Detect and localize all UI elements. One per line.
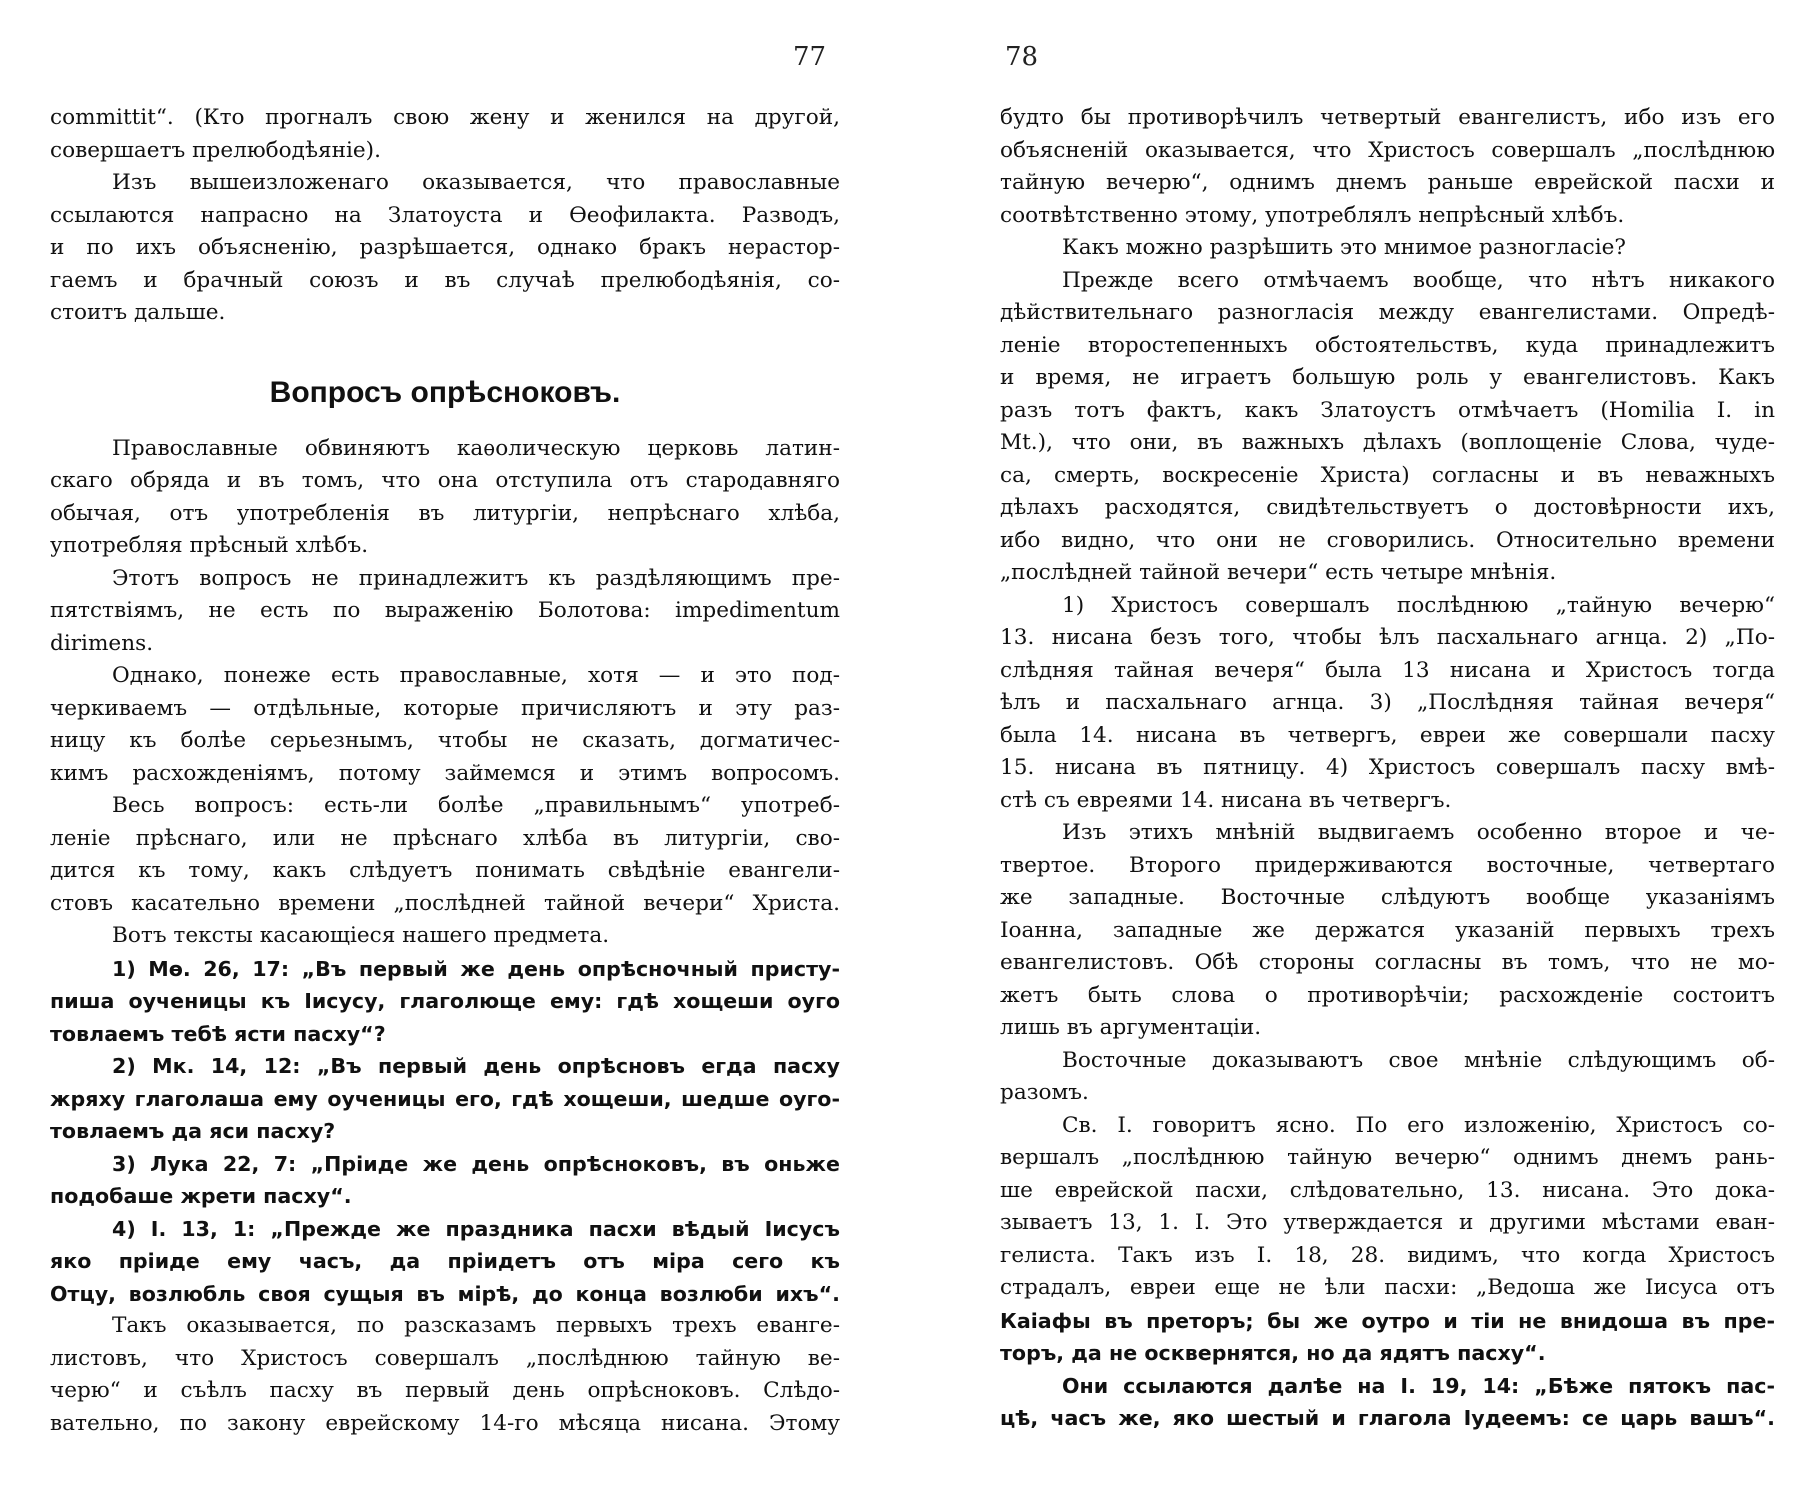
text-line: леніе второстепенныхъ обстоятельствъ, куда принадлежитъ (1000, 332, 1775, 358)
text-line: гаемъ и брачный союзъ и въ случаѣ прелюбодѣянія, со- (50, 267, 840, 293)
text-line: Вотъ тексты касающіеся нашего предмета. (112, 923, 610, 948)
text-line: ѣлъ и пасхальнаго агнца. 3) „Послѣдняя тайная вечеря“ (1000, 690, 1775, 715)
scripture-line: 4) І. 13, 1: „Прежде же праздника пасхи вѣдый Іисусъ (112, 1216, 840, 1241)
text-line: committit“. (Кто прогналъ свою жену и женился на другой, (50, 105, 840, 130)
scripture-line: торъ, да не осквернятся, но да ядятъ пасху“. (1000, 1341, 1546, 1365)
text-line: леніе прѣснаго, или не прѣснаго хлѣба въ литургіи, сво- (50, 825, 840, 851)
text-line: тайную вечерю“, однимъ днемъ раньше еврейской пасхи и (1000, 170, 1775, 195)
scripture-line: Отцу, возлюбль своя сущыя въ мірѣ, до конца возлюби ихъ“. (50, 1281, 840, 1306)
text-line: и время, не играетъ большую роль у евангелистовъ. Какъ (1000, 365, 1775, 390)
scripture-line: подобаше жрети пасху“. (50, 1184, 352, 1208)
text-line: dirimens. (50, 630, 154, 656)
text-line: 1) Христосъ совершалъ послѣднюю „тайную вечерю“ (1062, 592, 1775, 618)
text-line: страдалъ, евреи еще не ѣли пасхи: „Ведоша же Іисуса отъ (1000, 1275, 1775, 1300)
text-line: гелиста. Такъ изъ І. 18, 28. видимъ, что когда Христосъ (1000, 1242, 1775, 1268)
scripture-line: 2) Мк. 14, 12: „Въ первый день опрѣсновъ егда пасху (112, 1054, 840, 1078)
text-line: дится къ тому, какъ слѣдуетъ понимать свѣдѣніе евангели- (50, 858, 840, 883)
text-line: Изъ вышеизложенаго оказывается, что православные (112, 170, 840, 195)
right-page (1000, 0, 1775, 1500)
text-line: дѣлахъ расходятся, свидѣтельствуетъ о достовѣрности ихъ, (1000, 495, 1775, 520)
text-line: Какъ можно разрѣшить это мнимое разногласіе? (1062, 235, 1627, 260)
text-line: „послѣдней тайной вечери“ есть четыре мнѣнія. (1000, 560, 1557, 585)
scripture-line: товлаемъ да яси пасху? (50, 1119, 336, 1143)
text-line: Св. І. говоритъ ясно. По его изложенію, Христосъ со- (1062, 1112, 1775, 1138)
text-line: ибо видно, что они не сговорились. Относительно времени (1000, 527, 1775, 553)
text-line: евангелистовъ. Обѣ стороны согласны въ томъ, что не мо- (1000, 950, 1775, 975)
text-line: кимъ расхожденіямъ, потому займемся и этимъ вопросомъ. (50, 760, 840, 786)
text-line: Однако, понеже есть православные, хотя — и это под- (112, 663, 840, 688)
left-page (50, 0, 840, 1500)
scripture-line: Каіафы въ преторъ; бы же оутро и тіи не внидоша въ пре- (1000, 1308, 1775, 1333)
text-line: употребляя прѣсный хлѣбъ. (50, 533, 369, 558)
text-line: совершаетъ прелюбодѣяніе). (50, 137, 381, 163)
page-number: 78 (1005, 42, 1039, 72)
scripture-line: цѣ, часъ же, яко шестый и глагола Іудеемъ: се царь вашъ“. (1000, 1406, 1775, 1430)
text-line: твертое. Второго придерживаются восточные, четвертаго (1000, 852, 1775, 878)
text-line: ше еврейской пасхи, слѣдовательно, 13. нисана. Это дока- (1000, 1177, 1775, 1203)
text-line: Восточные доказываютъ свое мнѣніе слѣдующимъ об- (1062, 1047, 1775, 1073)
text-line: 15. нисана въ пятницу. 4) Христосъ совершалъ пасху вмѣ- (1000, 755, 1775, 780)
text-line: листовъ, что Христосъ совершалъ „послѣднюю тайную ве- (50, 1345, 840, 1371)
text-line: Іоанна, западные же держатся указаній первыхъ трехъ (1000, 917, 1775, 943)
text-line: вершалъ „послѣднюю тайную вечерю“ однимъ днемъ рань- (1000, 1145, 1775, 1170)
text-line: черкиваемъ — отдѣльные, которые причисляютъ и эту раз- (50, 695, 840, 721)
section-heading: Вопросъ опрѣсноковъ. (269, 375, 621, 409)
text-line: жетъ быть слова о противорѣчіи; расхожденіе состоитъ (1000, 982, 1775, 1008)
text-line: Mt.), что они, въ важныхъ дѣлахъ (воплощеніе Слова, чуде- (1000, 430, 1775, 455)
text-line: Православные обвиняютъ каѳолическую церковь латин- (112, 435, 840, 461)
scripture-line: пиша оученицы къ Іисусу, глаголюще ему: гдѣ хощеши оуго (50, 989, 840, 1013)
text-line: стѣ съ евреями 14. нисана въ четвергъ. (1000, 787, 1452, 813)
page-number: 77 (793, 42, 827, 72)
text-line: будто бы противорѣчилъ четвертый евангелистъ, ибо изъ его (1000, 105, 1775, 130)
text-line: стоитъ дальше. (50, 300, 226, 325)
scripture-line: жряху глаголаша ему оученицы его, гдѣ хощеши, шедше оуго- (50, 1086, 840, 1111)
text-line: обычая, отъ употребленія въ литургіи, непрѣснаго хлѣба, (50, 500, 840, 526)
text-line: слѣдняя тайная вечеря“ была 13 нисана и Христосъ тогда (1000, 657, 1775, 683)
text-line: черю“ и съѣлъ пасху въ первый день опрѣсноковъ. Слѣдо- (50, 1378, 840, 1403)
text-line: вательно, по закону еврейскому 14-го мѣсяца нисана. Этому (50, 1410, 840, 1436)
scripture-line: яко пріиде ему часъ, да пріидетъ отъ міра сего къ (50, 1249, 840, 1273)
text-line: Изъ этихъ мнѣній выдвигаемъ особенно второе и че- (1062, 820, 1775, 845)
text-line: соотвѣтственно этому, употреблялъ непрѣсный хлѣбъ. (1000, 202, 1625, 228)
text-line: скаго обряда и въ томъ, что она отступила отъ стародавняго (50, 468, 840, 493)
text-line: и по ихъ объясненію, разрѣшается, однако бракъ нерастор- (50, 235, 840, 260)
text-line: пятствіямъ, не есть по выраженію Болотова: impedimentum (50, 598, 840, 623)
text-line: Весь вопросъ: есть-ли болѣе „правильнымъ“ употреб- (112, 793, 840, 818)
text-line: объясненій оказывается, что Христосъ совершалъ „послѣднюю (1000, 137, 1775, 163)
text-line: Такъ оказывается, по разсказамъ первыхъ трехъ еванге- (112, 1313, 840, 1338)
text-line: была 14. нисана въ четвергъ, евреи же совершали пасху (1000, 722, 1775, 748)
text-line: лишь въ аргументаціи. (1000, 1015, 1262, 1040)
scripture-line: товлаемъ тебѣ ясти пасху“? (50, 1021, 386, 1046)
right-page-text (1000, 102, 1775, 1435)
scripture-line: 3) Лука 22, 7: „Пріиде же день опрѣсноковъ, въ оньже (112, 1151, 840, 1176)
text-line: са, смерть, воскресеніе Христа) согласны и въ неважныхъ (1000, 462, 1775, 488)
text-line: зываетъ 13, 1. І. Это утверждается и другими мѣстами еван- (1000, 1210, 1775, 1235)
text-line: ницу къ болѣе серьезнымъ, чтобы не сказать, догматичес- (50, 728, 840, 753)
text-line: стовъ касательно времени „послѣдней тайной вечери“ Христа. (50, 890, 840, 916)
text-line: разъ тотъ фактъ, какъ Златоустъ отмѣчаетъ (Homilia I. in (1000, 397, 1775, 423)
scripture-line: Они ссылаются далѣе на І. 19, 14: „Бѣже пятокъ пас- (1062, 1373, 1775, 1398)
text-line: Этотъ вопросъ не принадлежитъ къ раздѣляющимъ пре- (112, 565, 840, 591)
text-line: Прежде всего отмѣчаемъ вообще, что нѣтъ никакого (1062, 267, 1775, 293)
scripture-line: 1) Мѳ. 26, 17: „Въ первый же день опрѣсночный присту- (112, 956, 840, 981)
text-line: же западные. Восточные слѣдуютъ вообще указаніямъ (1000, 885, 1775, 910)
text-line: ссылаются напрасно на Златоуста и Ѳеофилакта. Разводъ, (50, 202, 840, 228)
text-line: разомъ. (1000, 1080, 1089, 1105)
text-line: 13. нисана безъ того, чтобы ѣлъ пасхальнаго агнца. 2) „По- (1000, 625, 1775, 650)
left-page-text (50, 102, 840, 1440)
text-line: дѣйствительнаго разногласія между евангелистами. Опредѣ- (1000, 300, 1775, 325)
